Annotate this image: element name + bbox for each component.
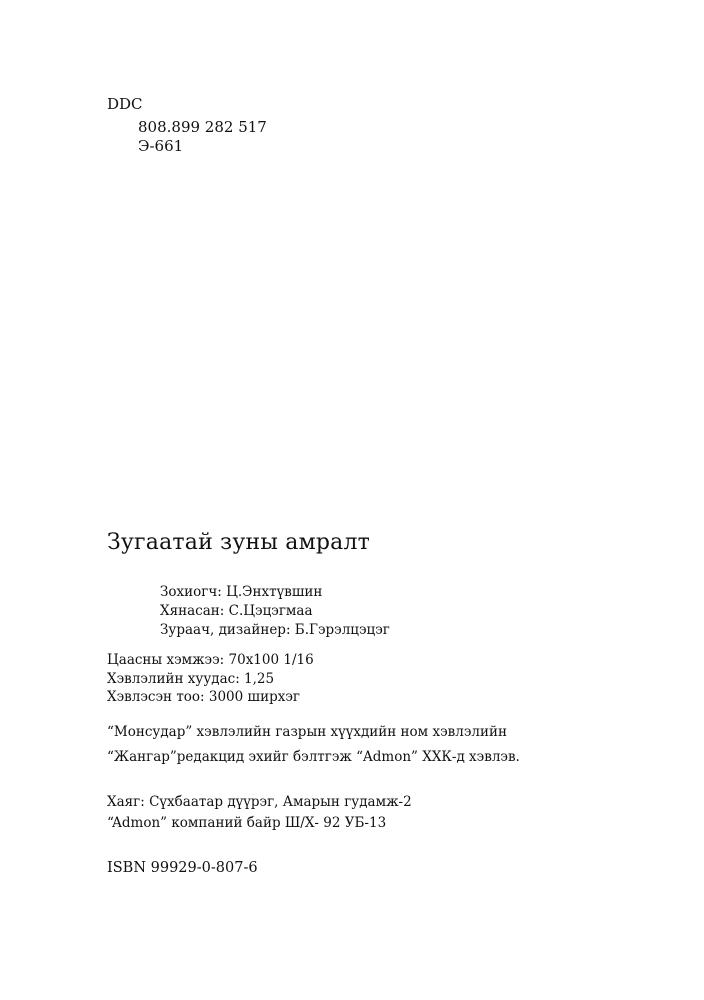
publisher-line-1: “Монсудар” хэвлэлийн газрын хүүхдийн ном хэвлэлийн: [107, 724, 507, 740]
address-line-1: Хаяг: Сүхбаатар дүүрэг, Амарын гудамж-2: [107, 794, 412, 810]
credit-illustrator: Зураач, дизайнер: Б.Гэрэлцэцэг: [160, 622, 390, 638]
address-line-2: “Admon” компаний байр Ш/Х- 92 УБ-13: [107, 815, 387, 831]
book-title: Зугаатай зуны амралт: [107, 530, 371, 555]
ddc-author-code: Э-661: [138, 137, 184, 155]
publisher-line-2: “Жангар”редакцид эхийг бэлтгэж “Admon” ХХК-д хэвлэв.: [107, 749, 520, 765]
ddc-number: 808.899 282 517: [138, 118, 267, 136]
print-specs-block: [107, 651, 314, 707]
isbn: ISBN 99929-0-807-6: [107, 860, 258, 876]
credit-editor: Хянасан: С.Цэцэгмаа: [160, 603, 313, 619]
ddc-label: DDC: [107, 95, 143, 113]
printed-sheets: Хэвлэлийн хуудас: 1,25: [107, 670, 275, 687]
print-run: Хэвлэсэн тоо: 3000 ширхэг: [107, 689, 300, 705]
credits-block: [160, 583, 390, 640]
credit-author: Зохиогч: Ц.Энхтүвшин: [160, 584, 323, 600]
publisher-block: [107, 720, 520, 770]
address-block: [107, 792, 412, 834]
paper-size: Цаасны хэмжээ: 70x100 1/16: [107, 652, 314, 668]
